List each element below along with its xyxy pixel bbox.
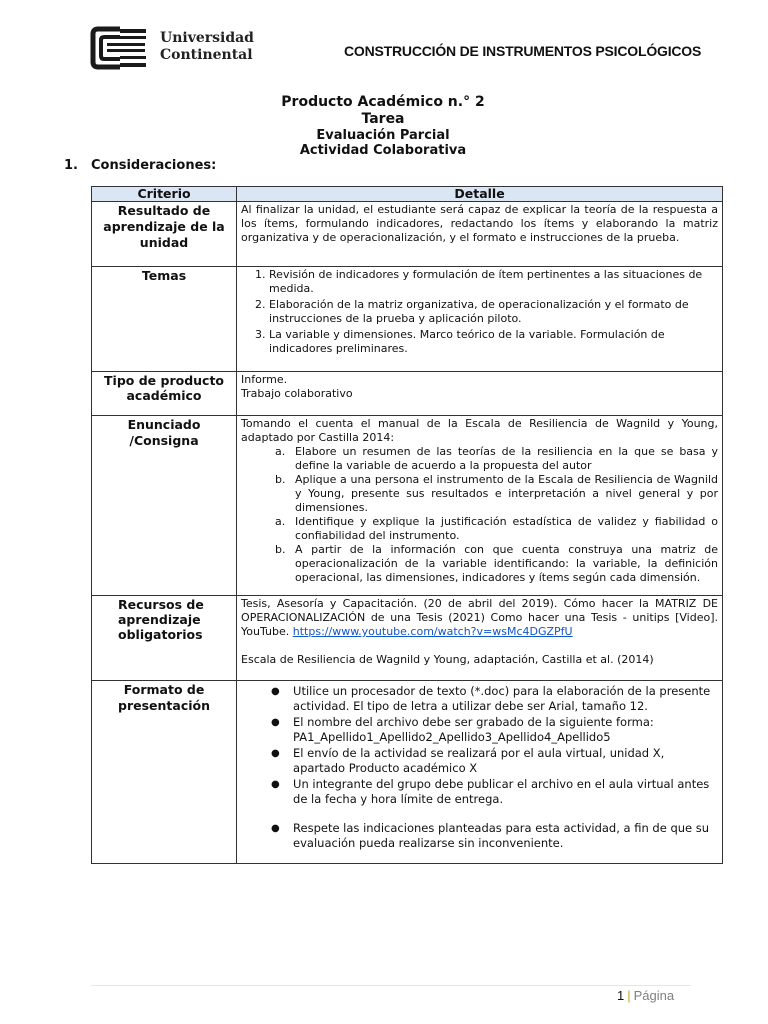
university-logo — [90, 26, 254, 70]
bullet-icon: ● — [271, 748, 280, 759]
bullet-icon: ● — [271, 717, 280, 728]
row-formato — [92, 681, 723, 864]
recursos-ref-1-text: Tesis, Asesoría y Capacitación. (20 de abril del 2019). Cómo hacer la MATRIZ DE OPERACIONALIZACIÓN de una Tesis (2021) Como hacer una Tesis - unitips [Video]. YouTube. — [241, 597, 718, 638]
detalle-temas — [237, 267, 723, 372]
list-item: ● Respete las indicaciones planteadas para esta actividad, a fin de que su evaluación pueda realizarse sin inconveniente. — [271, 821, 710, 850]
criterio-tipo: Tipo de producto académico — [92, 372, 237, 416]
doc-title: Producto Académico n.° 2 — [281, 94, 485, 110]
list-marker: a. — [275, 445, 286, 458]
column-header-criterio: Criterio — [92, 187, 237, 202]
row-tipo — [92, 372, 723, 416]
doc-subtitle-tarea: Tarea — [361, 111, 405, 127]
recursos-ref-2: Escala de Resiliencia de Wagnild y Young, adaptación, Castilla et al. (2014) — [241, 653, 654, 666]
doc-subtitle-evaluacion: Evaluación Parcial — [316, 128, 450, 143]
detalle-recursos — [237, 596, 723, 681]
criterio-formato: Formato de presentación — [92, 681, 237, 864]
doc-subtitle-actividad: Actividad Colaborativa — [299, 143, 467, 158]
row-temas — [92, 267, 723, 372]
list-item: ● El envío de la actividad se realizará por el aula virtual, unidad X, apartado Producto académico X — [271, 746, 665, 775]
row-enunciado — [92, 416, 723, 596]
row-recursos — [92, 596, 723, 681]
criterio-recursos: Recursos de aprendizaje obligatorios — [92, 596, 237, 681]
recursos-ref-1 — [241, 597, 718, 639]
criterio-resultado: Resultado de aprendizaje de la unidad — [92, 202, 237, 267]
list-item — [275, 445, 718, 473]
list-item — [275, 515, 718, 543]
list-item: ● Utilice un procesador de texto (*.doc) para la elaboración de la presente actividad. El tipo de letra a utilizar debe ser Arial, tamaño 12. — [271, 684, 711, 713]
considerations-table — [91, 186, 723, 864]
footer-divider — [91, 985, 691, 986]
list-item: 3. La variable y dimensiones. Marco teórico de la variable. Formulación de indicadores preliminares. — [269, 328, 718, 356]
enunciado-list — [241, 445, 718, 585]
list-marker: a. — [275, 515, 286, 528]
formato-list — [241, 684, 718, 851]
detalle-formato — [237, 681, 723, 864]
tipo-line-2: Trabajo colaborativo — [241, 387, 353, 400]
list-item — [275, 473, 718, 515]
page-label: Página — [633, 988, 675, 1003]
logo-text — [160, 30, 254, 64]
bullet-icon: ● — [271, 779, 280, 790]
list-item: ● El nombre del archivo debe ser grabado de la siguiente forma: PA1_Apellido1_Apellido2_Apellido3_Apellido4_Apellido5 — [271, 715, 654, 744]
bullet-icon: ● — [271, 823, 280, 834]
temas-list — [241, 268, 718, 356]
list-item-text: Aplique a una persona el instrumento de la Escala de Resiliencia de Wagnild y Young, presente sus resultados e interpretación a nivel general y por dimensiones. — [295, 473, 718, 514]
list-item: 1. Revisión de indicadores y formulación de ítem pertinentes a las situaciones de medida. — [269, 268, 718, 296]
criterio-enunciado: Enunciado /Consigna — [92, 416, 237, 596]
page-header — [0, 0, 768, 90]
bullet-icon: ● — [271, 686, 280, 697]
column-header-detalle: Detalle — [237, 187, 723, 202]
course-title: CONSTRUCCIÓN DE INSTRUMENTOS PSICOLÓGICOS — [344, 43, 702, 59]
list-item: ● Un integrante del grupo debe publicar el archivo en el aula virtual antes de la fecha y hora límite de entrega. — [271, 777, 710, 806]
page-footer — [617, 988, 674, 1003]
youtube-link[interactable]: https://www.youtube.com/watch?v=wsMc4DGZPfU — [292, 625, 573, 638]
list-item: 2. Elaboración de la matriz organizativa, de operacionalización y el formato de instrucciones de la prueba y aplicación piloto. — [269, 298, 718, 326]
list-marker: b. — [275, 473, 286, 486]
list-marker: b. — [275, 543, 286, 556]
footer-separator: | — [627, 988, 631, 1003]
section-number: 1. — [64, 158, 78, 173]
detalle-resultado: Al finalizar la unidad, el estudiante será capaz de explicar la teoría de la respuesta a los ítems, formulando indicadores, redactando los ítems y elaborando la matriz organizativa y de operacionalización, y el formato e instrucciones de la prueba. — [237, 202, 723, 267]
section-label: Consideraciones: — [91, 158, 217, 173]
detalle-tipo — [237, 372, 723, 416]
tipo-line-1: Informe. — [241, 373, 288, 386]
page-number: 1 — [617, 988, 625, 1003]
criterio-temas: Temas — [92, 267, 237, 372]
detalle-enunciado — [237, 416, 723, 596]
enunciado-intro: Tomando el cuenta el manual de la Escala de Resiliencia de Wagnild y Young, adaptado por Castilla 2014: — [241, 417, 718, 444]
table-header-row — [92, 187, 723, 202]
logo-emblem-icon — [90, 26, 152, 70]
list-item-text: Elabore un resumen de las teorías de la resiliencia en la que se basa y define la variable de acuerdo a la propuesta del autor — [295, 445, 718, 472]
logo-line-2: Continental — [160, 47, 253, 63]
list-item-text: Identifique y explique la justificación estadística de validez y fiabilidad o confiabilidad del instrumento. — [295, 515, 718, 542]
list-item-text: A partir de la información con que cuenta construya una matriz de operacionalización de la variable identificando: la variable, la definición operacional, las dimensiones, indicadores y ítems según cada dimensión. — [295, 543, 718, 584]
row-resultado — [92, 202, 723, 267]
logo-line-1: Universidad — [160, 30, 254, 46]
list-item — [275, 543, 718, 585]
